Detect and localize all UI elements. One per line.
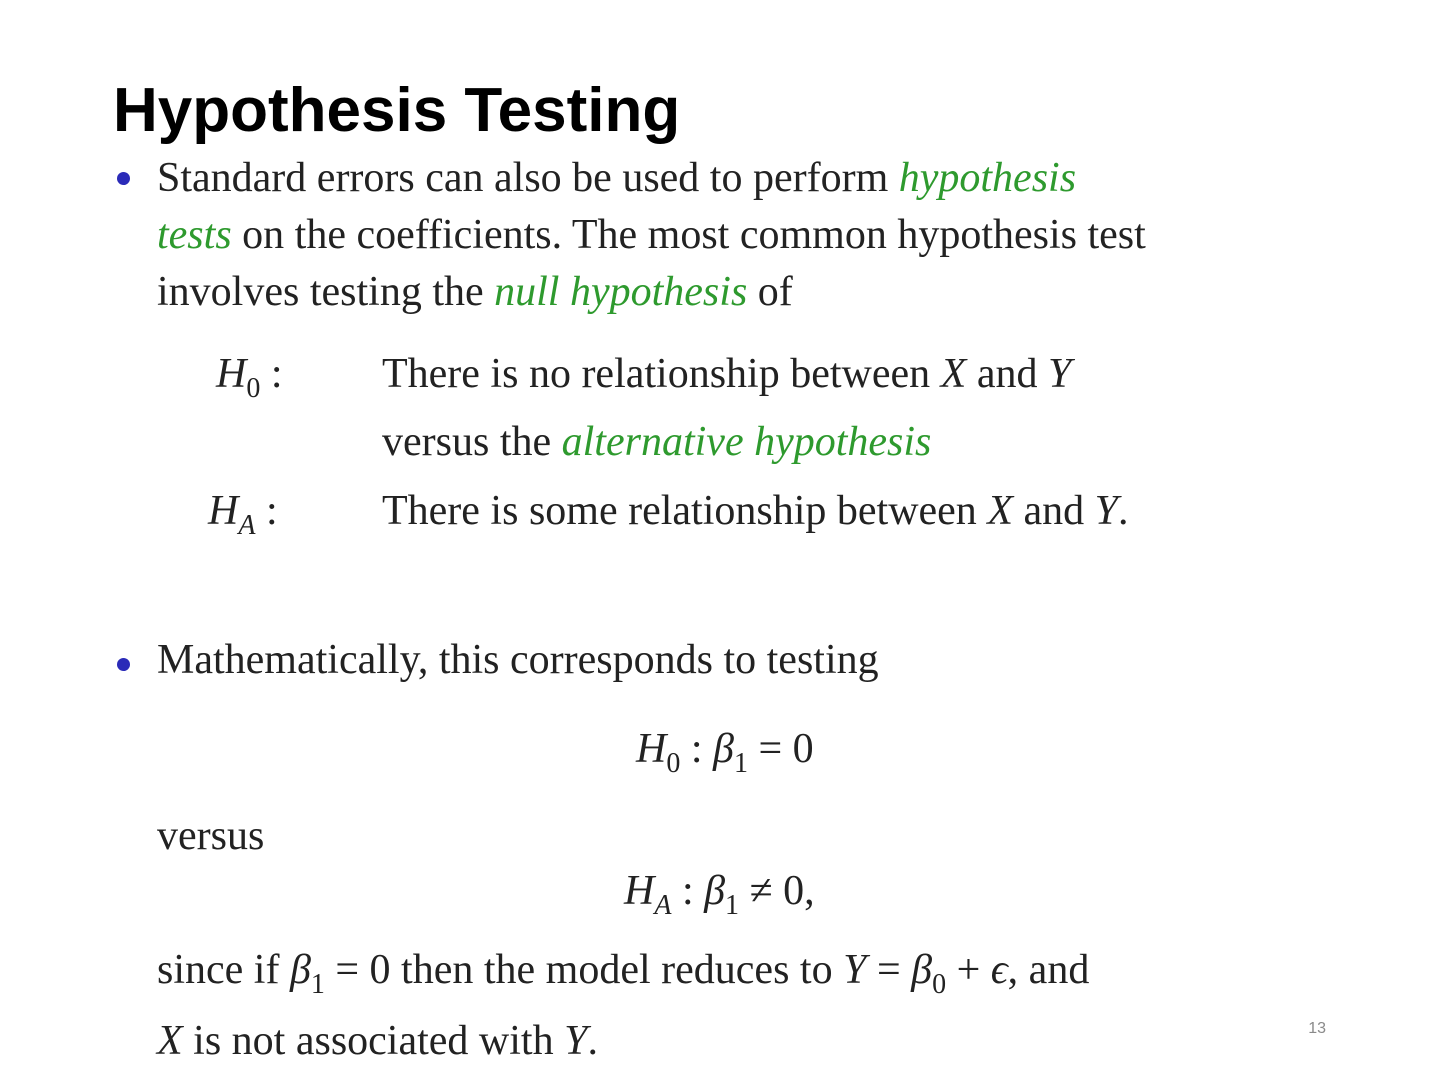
- epsilon-symbol: ϵ: [990, 947, 1008, 993]
- period: .: [1117, 488, 1129, 534]
- h0-statement: [382, 350, 1071, 398]
- term-null-hypothesis: null hypothesis: [494, 269, 748, 315]
- bullet-paragraph-1: [157, 150, 1337, 321]
- equation-null: [636, 725, 814, 780]
- h0-colon: :: [260, 351, 283, 397]
- text: Standard errors can also be used to perform: [157, 155, 899, 201]
- beta-symbol: β: [704, 868, 726, 914]
- plus: +: [946, 947, 991, 993]
- relation: = 0: [747, 726, 814, 772]
- text: There is no relationship between: [382, 351, 941, 397]
- term-tests: tests: [157, 212, 232, 258]
- h0-subscript: 0: [246, 373, 261, 404]
- h-subscript: 0: [666, 748, 681, 779]
- closing-paragraph: [157, 942, 1337, 1070]
- slide-title: Hypothesis Testing: [113, 76, 681, 145]
- period: .: [587, 1018, 598, 1064]
- closing-line-2: [157, 1013, 1337, 1070]
- beta-symbol: β: [911, 947, 933, 993]
- ha-label: [208, 487, 278, 542]
- text: versus the: [382, 419, 562, 465]
- bullet1-line-3: [157, 264, 1337, 321]
- h-subscript: A: [654, 890, 672, 921]
- h-symbol: H: [624, 868, 655, 914]
- bullet-paragraph-2: [157, 636, 879, 684]
- var-x: X: [987, 488, 1013, 534]
- relation: ≠ 0,: [739, 868, 815, 914]
- text: and: [966, 351, 1048, 397]
- page-number: 13: [1308, 1020, 1326, 1037]
- ha-symbol: H: [208, 488, 239, 534]
- beta-subscript: 1: [733, 748, 748, 779]
- beta-subscript: 0: [932, 969, 947, 1000]
- var-y: Y: [564, 1018, 588, 1064]
- ha-colon: :: [255, 488, 278, 534]
- equals: =: [866, 947, 912, 993]
- colon: :: [671, 868, 705, 914]
- bullet-dot: [117, 658, 130, 671]
- closing-line-1: [157, 942, 1337, 1013]
- text: is not associated with: [182, 1018, 565, 1064]
- versus-word: [157, 812, 264, 860]
- text: and: [1012, 488, 1095, 534]
- colon: :: [680, 726, 714, 772]
- var-y: Y: [1047, 351, 1072, 397]
- term-alternative-hypothesis: alternative hypothesis: [561, 419, 932, 465]
- var-y: Y: [843, 947, 867, 993]
- h0-label: [216, 350, 283, 405]
- var-y: Y: [1094, 488, 1118, 534]
- bullet-dot: [117, 172, 130, 185]
- h0-symbol: H: [216, 351, 247, 397]
- h-symbol: H: [636, 726, 667, 772]
- ha-statement: [382, 487, 1128, 535]
- beta-subscript: 1: [310, 969, 325, 1000]
- text: of: [747, 269, 793, 315]
- text: Mathematically, this corresponds to testing: [157, 637, 879, 683]
- beta-symbol: β: [713, 726, 734, 772]
- ha-subscript: A: [238, 510, 256, 541]
- var-x: X: [157, 1018, 183, 1064]
- text: on the coefficients. The most common hypothesis test: [231, 212, 1146, 258]
- term-hypothesis: hypothesis: [898, 155, 1077, 201]
- text: since if: [157, 947, 290, 993]
- text: , and: [1007, 947, 1090, 993]
- text: = 0 then the model reduces to: [324, 947, 844, 993]
- text: involves testing the: [157, 269, 495, 315]
- beta-symbol: β: [289, 947, 311, 993]
- var-x: X: [940, 351, 967, 397]
- text: versus: [157, 813, 265, 859]
- text: There is some relationship between: [382, 488, 988, 534]
- bullet1-line-1: [157, 150, 1337, 207]
- bullet1-line-2: [157, 207, 1337, 264]
- versus-alternative: [382, 418, 931, 466]
- beta-subscript: 1: [725, 890, 740, 921]
- equation-alternative: [624, 867, 815, 922]
